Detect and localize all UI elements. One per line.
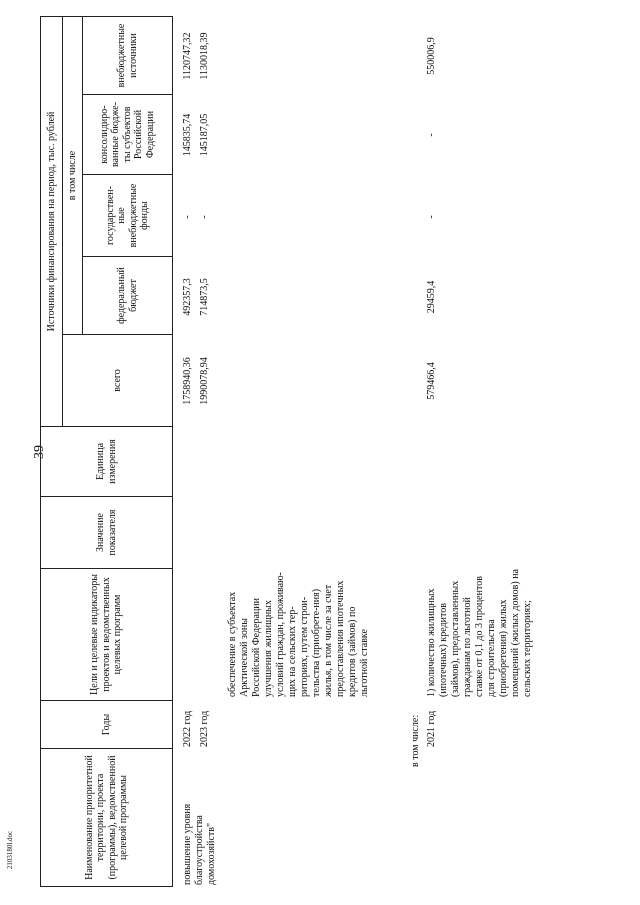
row-federal: 714873,5 [199,278,210,316]
row-state-funds: - [182,215,193,219]
row-state-funds: - [199,215,210,219]
header-extra: внебюджетные источники [83,17,173,95]
row-regional: - [426,133,437,137]
header-including: в том числе [63,17,83,335]
row-extra: 1130018,39 [199,32,210,80]
header-federal: федеральный бюджет [83,257,173,335]
row-federal: 492357,3 [182,278,193,316]
row-regional: 145187,05 [199,113,210,157]
page-number: 39 [32,445,47,459]
row-goal: 1) количество жилищных (ипотечных) кредитов (займов), предоставленных гражданам по льготной ставке от 0,1 до 3 процентов для строительства (приобретения) жилых помещений (жилых домов) на сельских территориях; [426,569,533,697]
header-value: Значение показателя [41,497,173,569]
row-extra: 1120747,32 [182,32,193,80]
row-total: 1990078,94 [199,357,210,405]
row-goal: обеспечение в субъектах Арктической зоны Российской Федерации улучшения жилищных условий граждан, проживаю-щих на сельских тер-риториях, путем строи-тельства (приобрете-ния) жилья, в том числе за счет предоставления ипотечных кредитов (займов) по льготной ставке [227,572,370,697]
footer-filename: 2103180l.doc [6,830,14,870]
row-year: 2023 год [199,710,210,747]
row-year-prefix: в том числе: [410,714,421,767]
row-total: 1758940,36 [182,357,193,405]
row-name: повышение уровня благоустройства домохозяйств" [182,803,217,885]
row-state-funds: - [426,215,437,219]
row-regional: 145835,74 [182,113,193,157]
header-sources: Источники финансирования на период, тыс. рублей [41,17,63,427]
row-year: 2021 год [426,710,437,747]
row-federal: 29459,4 [426,280,437,314]
header-state-funds: государствен-ные внебюджетные фонды [83,175,173,257]
row-year: 2022 год [182,710,193,747]
row-extra: 550006,9 [426,37,437,75]
header-unit: Единица измерения [41,427,173,497]
header-name: Наименование приоритетной территории, проекта (программы), ведомственной целевой программы [41,749,173,887]
header-total: всего [63,335,173,427]
header-regional: консолидиро-ванные бюдже-ты субъектов Российской Федерации [83,95,173,175]
row-total: 579466,4 [426,362,437,400]
table-header [40,16,173,887]
header-years: Годы [41,701,173,749]
document-table [40,17,600,887]
header-goals: Цели и целевые индикаторы проектов и ведомственных целевых программ [41,569,173,701]
